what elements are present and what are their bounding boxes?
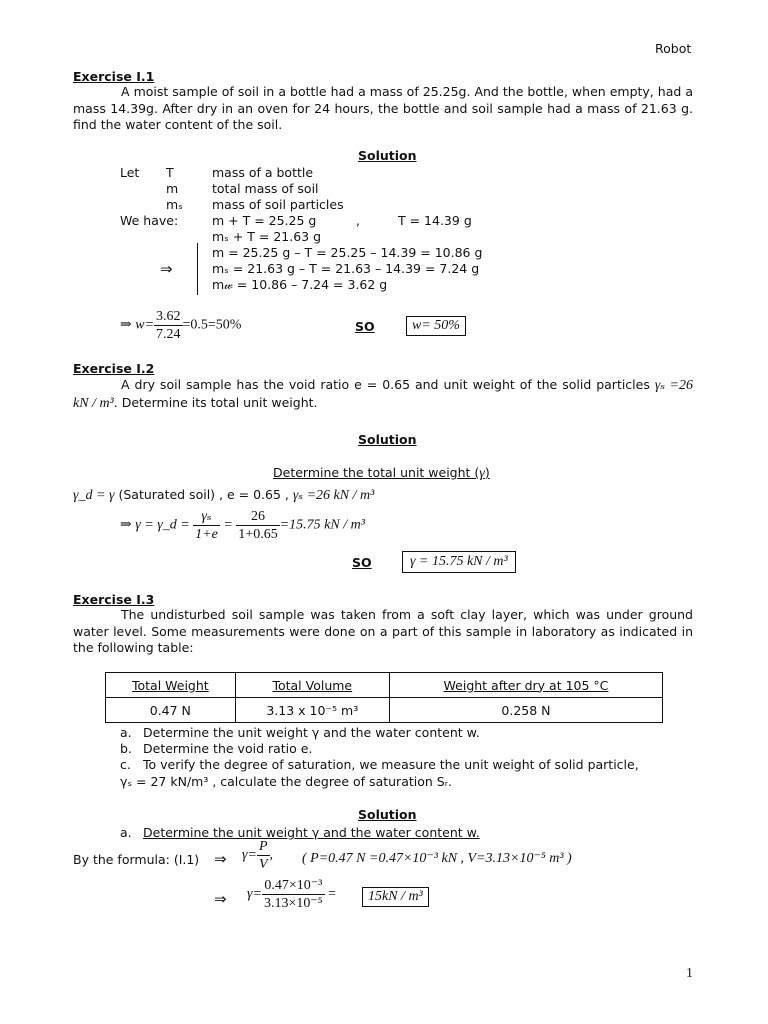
fraction <box>257 838 270 873</box>
answer-box: w= 50% <box>406 316 466 336</box>
page-number: 1 <box>686 966 693 981</box>
implies-icon: ⇒ <box>160 260 173 278</box>
equation-prefix: γ= <box>242 847 257 863</box>
unit-weight-formula <box>242 838 273 873</box>
header-label: Robot <box>655 41 692 56</box>
bracket-line <box>197 243 198 295</box>
numerator: 0.47×10⁻³ <box>262 877 325 895</box>
equation: T = 14.39 g <box>398 213 472 228</box>
fraction <box>262 877 325 912</box>
table-header-cell: Total Weight <box>106 673 236 698</box>
denominator: 1+0.65 <box>238 527 278 542</box>
equals-sign: = <box>223 517 233 533</box>
equation: mₛ + T = 21.63 g <box>212 229 322 244</box>
water-content-equation <box>120 308 241 343</box>
equation-prefix: ⇒ w= <box>120 317 155 333</box>
separator: , <box>269 847 274 863</box>
exercise-2-title: Exercise I.2 <box>73 361 155 376</box>
exercise-1-text: A moist sample of soil in a bottle had a mass of 25.25g. And the bottle, when empty, had a mass 14.39g. After dry in an oven for 24 hours, the bottle and soil sample had a mass of 21.63 g. find the water content of the soil. <box>73 84 693 132</box>
equation-result: =15.75 kN / m³ <box>279 517 365 533</box>
formula-label: By the formula: (I.1) <box>73 852 200 867</box>
list-item: To verify the degree of saturation, we measure the unit weight of solid particle, <box>143 757 639 772</box>
numerator: 3.62 <box>156 309 181 324</box>
list-item: Determine the void ratio e. <box>143 741 313 756</box>
equation-line <box>73 487 374 504</box>
answer-box: 15kN / m³ <box>362 887 429 907</box>
equation: m = 25.25 g – T = 25.25 – 14.39 = 10.86 g <box>212 245 483 260</box>
exercise-1-solution-heading: Solution <box>358 148 417 163</box>
table-cell: 0.47 N <box>106 698 236 723</box>
exercise-3-solution-heading: Solution <box>358 807 417 822</box>
table-cell: 0.258 N <box>389 698 662 723</box>
subheading-text: Determine the total unit weight ( <box>273 465 480 480</box>
numerator: P <box>258 839 268 854</box>
def-description: mass of soil particles <box>212 197 344 212</box>
equation: mₛ = 21.63 g – T = 21.63 – 14.39 = 7.24 g <box>212 261 480 276</box>
implies-icon: ⇒ <box>214 890 227 908</box>
text-part: (Saturated soil) , e = 0.65 , <box>118 487 289 502</box>
exercise-1-title: Exercise I.1 <box>73 69 155 84</box>
def-symbol: m <box>166 181 179 196</box>
def-description: total mass of soil <box>212 181 319 196</box>
equation-prefix: ⇒ γ = γ_d = <box>120 517 190 533</box>
list-item: Determine the unit weight γ and the water content w. <box>143 725 480 740</box>
table-row <box>106 698 663 723</box>
parameters: ( P=0.47 N =0.47×10⁻³ kN , V=3.13×10⁻⁵ m³ ) <box>302 851 572 866</box>
equation: m𝓌 = 10.86 – 7.24 = 3.62 g <box>212 277 388 292</box>
def-description: mass of a bottle <box>212 165 314 180</box>
measurement-table <box>105 672 663 723</box>
solution-subheading: Determine the unit weight γ and the water content w. <box>143 825 480 840</box>
fraction <box>154 308 183 343</box>
def-symbol: mₛ <box>166 197 183 212</box>
text-part: A dry soil sample has the void ratio e = 0.65 and unit weight of the solid particles <box>121 377 650 392</box>
equation-separator: , <box>356 213 360 228</box>
table-header-cell: Total Volume <box>235 673 389 698</box>
exercise-3-text: The undisturbed soil sample was taken from a soft clay layer, which was under ground water level. Some measurements were done on a part of this sample in laboratory as indicated in the following table: <box>73 607 693 655</box>
equation-result: =0.5=50% <box>182 317 242 333</box>
so-label: SO <box>352 555 372 570</box>
denominator: 7.24 <box>156 327 181 342</box>
we-have-label: We have: <box>120 213 179 228</box>
subheading <box>273 465 490 482</box>
unit-weight-calculation <box>247 877 336 912</box>
table-header-row <box>106 673 663 698</box>
list-item-label: a. <box>120 825 132 840</box>
numerator: 26 <box>236 508 279 526</box>
formula-inline: γₛ =26 kN / m³ <box>73 378 694 411</box>
table-cell: 3.13 x 10⁻⁵ m³ <box>235 698 389 723</box>
answer-box: γ = 15.75 kN / m³ <box>402 551 516 573</box>
equation-prefix: γ= <box>247 886 262 902</box>
subheading-end: ) <box>484 465 490 480</box>
denominator: 3.13×10⁻⁵ <box>263 896 323 911</box>
def-symbol: T <box>166 165 174 180</box>
exercise-3-title: Exercise I.3 <box>73 592 155 607</box>
text-part: . Determine its total unit weight. <box>113 394 318 410</box>
unit-weight-equation <box>120 508 365 543</box>
fraction <box>193 508 220 543</box>
exercise-2-text <box>73 377 693 412</box>
equals-sign: = <box>328 886 337 902</box>
fraction <box>236 508 279 543</box>
list-item-continuation: γₛ = 27 kN/m³ , calculate the degree of saturation Sᵣ. <box>120 774 452 789</box>
denominator: V <box>258 857 268 872</box>
so-label: SO <box>355 319 375 334</box>
gamma-symbol: γ <box>479 466 485 481</box>
table-header-cell: Weight after dry at 105 °C <box>389 673 662 698</box>
let-label: Let <box>120 165 140 180</box>
list-item-label: b. <box>120 741 132 756</box>
formula-inline: γ_d = γ <box>73 488 115 503</box>
equation: m + T = 25.25 g <box>212 213 317 228</box>
numerator: γₛ <box>193 508 220 526</box>
list-item-label: a. <box>120 725 132 740</box>
exercise-2-solution-heading: Solution <box>358 432 417 447</box>
list-item-label: c. <box>120 757 131 772</box>
implies-icon: ⇒ <box>214 850 227 868</box>
denominator: 1+e <box>195 527 218 542</box>
formula-inline: γₛ =26 kN / m³ <box>292 488 375 503</box>
